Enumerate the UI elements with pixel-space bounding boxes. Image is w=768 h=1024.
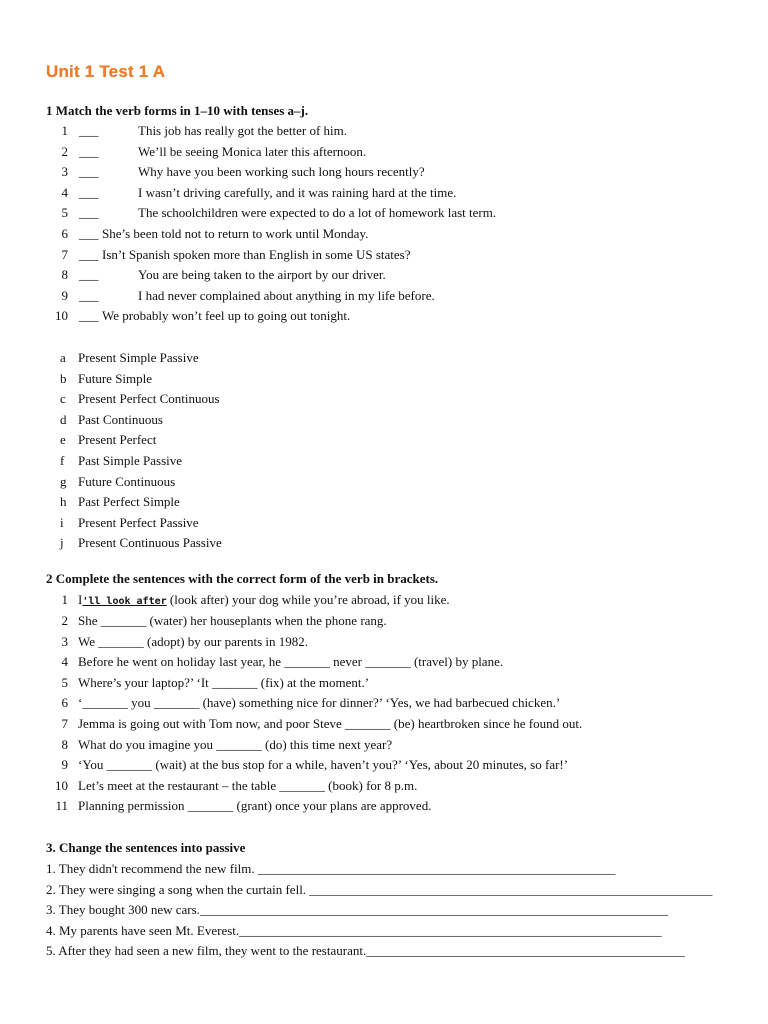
item-text: ‘_______ you _______ (have) something nice for dinner?’ ‘Yes, we had barbecued chicken.’	[78, 695, 561, 711]
answer-blank: ___	[79, 164, 99, 180]
answer-line: _________________________________________________________________	[239, 922, 662, 938]
answer-blank: ___	[79, 184, 99, 200]
passive-item	[46, 882, 712, 898]
item-text: Let’s meet at the restaurant – the table _______ (book) for 8 p.m.	[78, 777, 418, 793]
option-text: Past Perfect Simple	[78, 494, 180, 510]
section-2-heading: 2 Complete the sentences with the correct form of the verb in brackets.	[46, 571, 439, 586]
item-prefix: I	[78, 592, 83, 607]
passive-item	[46, 923, 662, 939]
item-number: 2	[61, 143, 68, 159]
answer-blank: ___	[79, 308, 99, 324]
item-text: 2. They were singing a song when the curtain fell.	[46, 881, 310, 897]
item-text: ‘You _______ (wait) at the bus stop for a while, haven’t you?’ ‘Yes, about 20 minutes, so far!’	[78, 757, 569, 773]
answer-blank: ___	[79, 123, 99, 138]
passive-item	[46, 902, 668, 918]
answer-blank: ___	[79, 246, 99, 262]
page-title: Unit 1 Test 1 A	[46, 62, 166, 81]
item-number: 6	[61, 226, 68, 241]
option-text: Present Perfect Passive	[78, 514, 199, 530]
answer-line: ______________________________________________________________	[309, 881, 713, 897]
item-text: 4. My parents have seen Mt. Everest.	[46, 922, 240, 938]
item-text: You are being taken to the airport by our driver.	[138, 267, 386, 283]
option-letter: c	[60, 391, 66, 407]
answer-line: _______________________________________________________	[257, 861, 616, 876]
option-letter: g	[60, 473, 67, 489]
item-number: 6	[61, 695, 68, 711]
item-text: We _______ (adopt) by our parents in 1982.	[78, 633, 309, 649]
answer-line: ________________________________________________________________________	[199, 902, 668, 918]
item-text: 5. After they had seen a new film, they went to the restaurant.	[46, 943, 367, 959]
item-text: Jemma is going out with Tom now, and poor Steve _______ (be) heartbroken since he found out.	[78, 716, 583, 731]
option-letter: a	[60, 350, 66, 365]
answer-blank: ___	[79, 205, 99, 221]
passive-item	[46, 861, 615, 877]
item-number: 5	[61, 674, 68, 690]
item-number: 3	[61, 164, 68, 180]
item-text	[78, 592, 450, 610]
item-text: 1. They didn't recommend the new film.	[46, 861, 258, 876]
option-letter: b	[60, 370, 67, 386]
option-letter: i	[60, 514, 64, 530]
item-text: What do you imagine you _______ (do) this time next year?	[78, 736, 393, 752]
option-letter: j	[60, 535, 64, 551]
item-text: Planning permission _______ (grant) once your plans are approved.	[78, 798, 432, 814]
item-number: 11	[55, 798, 68, 814]
item-text: We’ll be seeing Monica later this afternoon.	[138, 143, 367, 159]
answer-blank: ___	[79, 143, 99, 159]
option-text: Past Simple Passive	[78, 453, 183, 468]
item-number: 3	[61, 633, 68, 649]
item-text: We probably won’t feel up to going out tonight.	[102, 308, 351, 324]
option-text: Present Simple Passive	[78, 350, 199, 365]
item-text: I had never complained about anything in my life before.	[138, 287, 435, 303]
item-number: 10	[55, 777, 68, 793]
item-number: 4	[61, 654, 68, 670]
option-letter: h	[60, 494, 67, 510]
item-text: Why have you been working such long hours recently?	[138, 164, 425, 180]
answer-line: _________________________________________________	[366, 943, 685, 959]
item-text: Before he went on holiday last year, he _______ never _______ (travel) by plane.	[78, 654, 504, 670]
item-number: 4	[61, 184, 68, 200]
option-text: Future Simple	[78, 370, 153, 386]
item-number: 7	[61, 246, 68, 262]
item-number: 8	[61, 736, 68, 752]
answer-blank: ___	[79, 226, 99, 241]
option-text: Present Continuous Passive	[78, 535, 222, 551]
option-text: Past Continuous	[78, 411, 163, 427]
answer-blank: ___	[79, 267, 99, 283]
passive-item	[46, 943, 685, 959]
example-answer: 'll look after	[82, 596, 167, 607]
item-text: The schoolchildren were expected to do a lot of homework last term.	[138, 205, 497, 221]
item-suffix: (look after) your dog while you’re abroad, if you like.	[166, 592, 450, 607]
item-text: This job has really got the better of him.	[138, 123, 348, 138]
item-text: Isn’t Spanish spoken more than English in some US states?	[102, 246, 411, 262]
option-text: Present Perfect	[78, 432, 157, 448]
option-letter: e	[60, 432, 66, 448]
section-3-heading: 3. Change the sentences into passive	[46, 840, 246, 855]
item-number: 10	[55, 308, 68, 324]
answer-blank: ___	[79, 287, 99, 303]
item-text: Where’s your laptop?’ ‘It _______ (fix) at the moment.’	[78, 674, 370, 690]
item-text: 3. They bought 300 new cars.	[46, 902, 200, 918]
item-number: 9	[61, 757, 68, 773]
item-text: She _______ (water) her houseplants when the phone rang.	[78, 613, 387, 628]
item-number: 7	[61, 716, 68, 731]
item-number: 8	[61, 267, 68, 283]
item-text: I wasn’t driving carefully, and it was raining hard at the time.	[138, 184, 457, 200]
item-number: 1	[61, 592, 68, 607]
item-number: 5	[61, 205, 68, 221]
item-number: 1	[61, 123, 68, 138]
option-text: Present Perfect Continuous	[78, 391, 220, 407]
item-text: She’s been told not to return to work until Monday.	[102, 226, 369, 241]
option-letter: f	[60, 453, 65, 468]
option-letter: d	[60, 411, 67, 427]
item-number: 2	[61, 613, 68, 628]
option-text: Future Continuous	[78, 473, 176, 489]
item-number: 9	[61, 287, 68, 303]
section-1-heading: 1 Match the verb forms in 1–10 with tenses a–j.	[46, 103, 309, 118]
